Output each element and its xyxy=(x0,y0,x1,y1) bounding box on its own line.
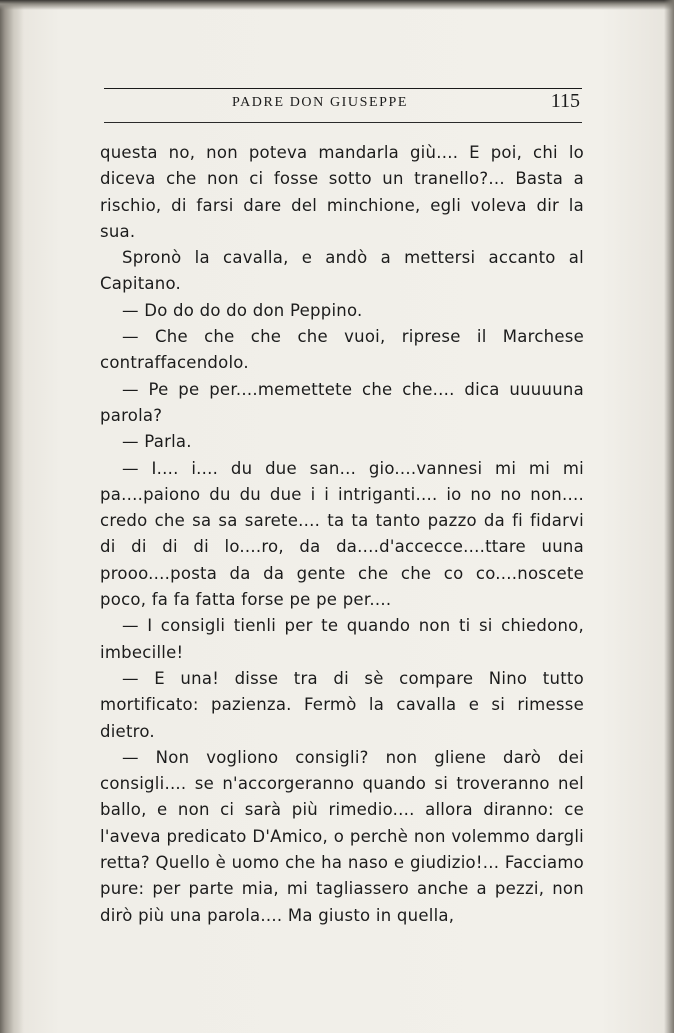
paragraph: — Che che che che vuoi, riprese il Marchese contraffacendolo. xyxy=(100,327,584,373)
page-top-edge xyxy=(0,0,674,10)
page-right-edge xyxy=(664,0,674,1033)
paragraph: — I.... i.... du due san... gio....vannesi mi mi mi pa....paiono du du due i i intriganti.... io no no non.... credo che sa sa sarete.... ta ta tanto pazzo da fi fidarvi di di di di lo....ro, da da....d'accecce....ttare uuna prooo....posta da da gente che che co co....noscete poco, fa fa fatta forse pe pe per.... xyxy=(100,458,584,610)
paragraph: questa no, non poteva mandarla giù.... E poi, chi lo diceva che non ci fosse sotto un tranello?... Basta a rischio, di farsi dare del minchione, egli voleva dir la sua. xyxy=(100,143,584,241)
header-rule-bottom xyxy=(104,122,582,123)
paragraph: — I consigli tienli per te quando non ti si chiedono, imbecille! xyxy=(100,616,584,662)
paragraph: — Pe pe per....memettete che che.... dica uuuuuna parola? xyxy=(100,379,584,425)
page-number: 115 xyxy=(550,90,580,112)
running-header-title: PADRE DON GIUSEPPE xyxy=(232,95,409,110)
paragraph: Spronò la cavalla, e andò a mettersi accanto al Capitano. xyxy=(100,248,584,294)
header-rule-top xyxy=(104,88,582,89)
paragraph: — Parla. xyxy=(122,432,192,452)
paragraph: — Do do do do don Peppino. xyxy=(122,300,363,320)
page-gutter-shadow xyxy=(0,0,24,1033)
paragraph: — Non vogliono consigli? non gliene darò dei consigli.... se n'accorgeranno quando si troveranno nel ballo, e non ci sarà più rimedio.... allora diranno: ce l'aveva predicato D'Amico, o perchè non volemmo dargli retta? Quello è uomo che ha naso e giudizio!... Facciamo pure: per parte mia, mi tagliassero anche a pezzi, non dirò più una parola.... Ma giusto in quella, xyxy=(100,747,584,925)
paragraph: — E una! disse tra di sè compare Nino tutto mortificato: pazienza. Fermò la cavalla e si rimesse dietro. xyxy=(100,668,584,741)
body-text xyxy=(100,140,584,929)
